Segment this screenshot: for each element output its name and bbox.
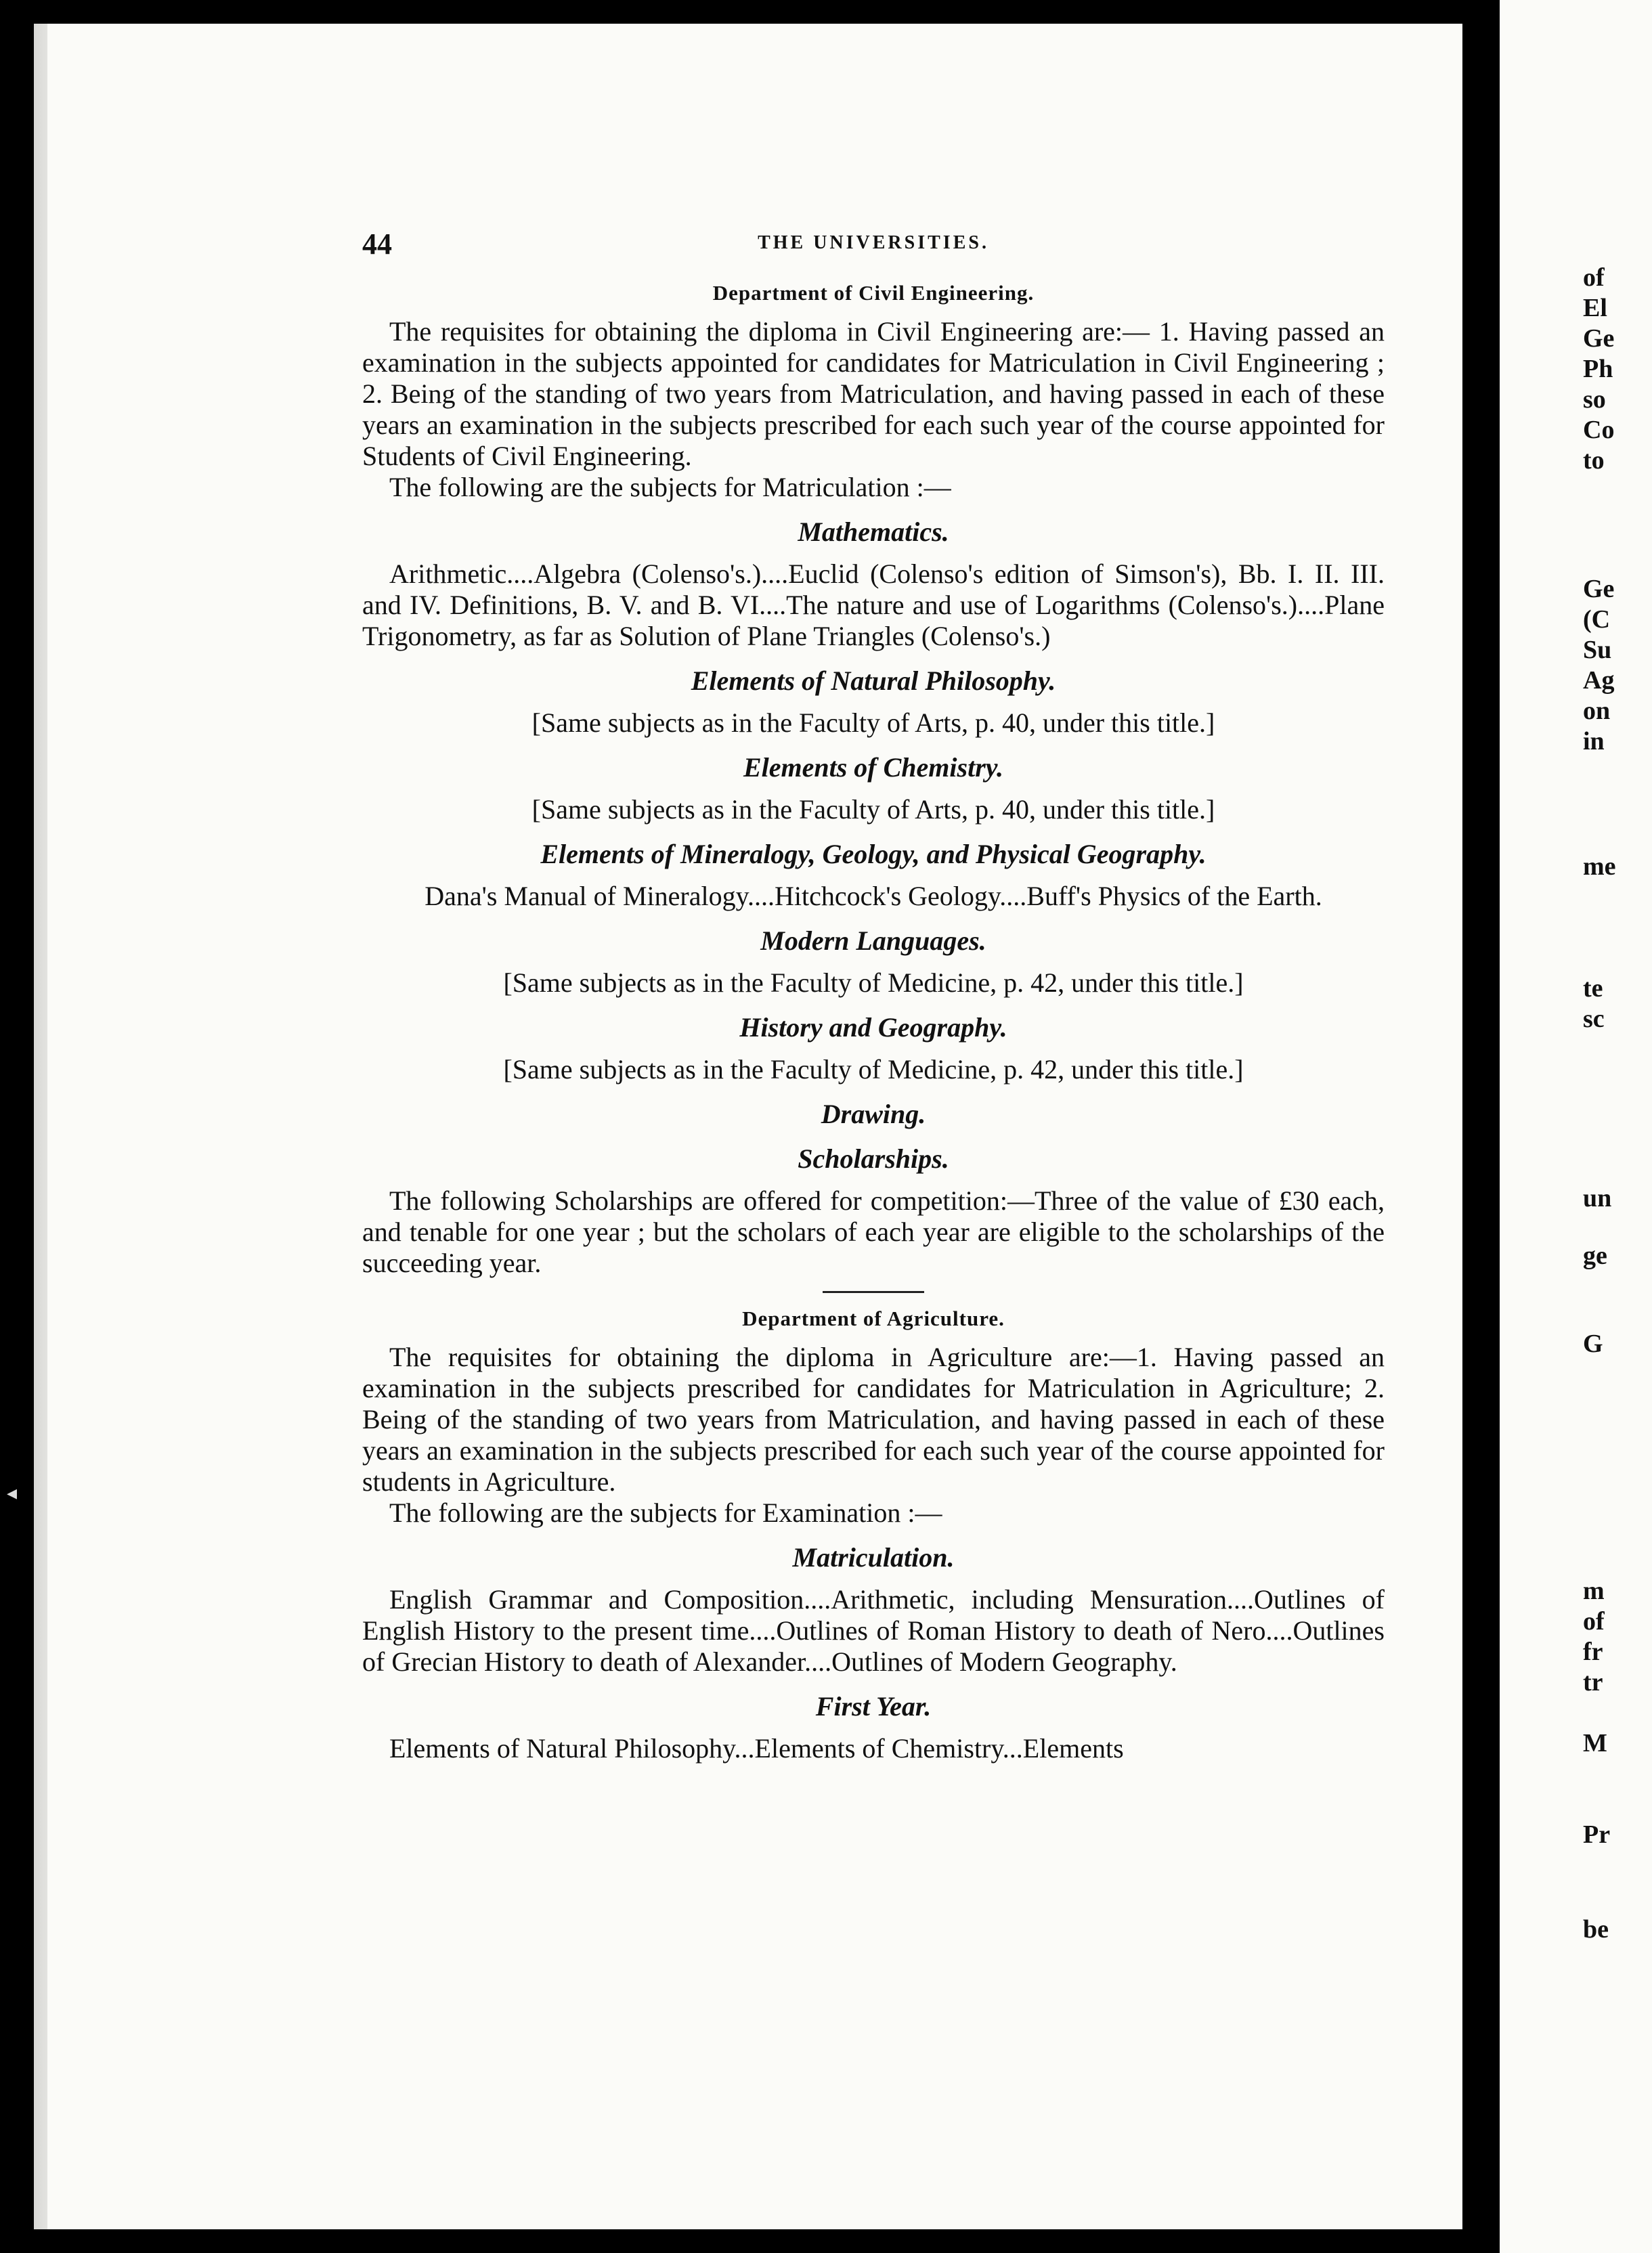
matriculation-heading: Matriculation.	[792, 1542, 955, 1573]
facing-page-fragment: of	[1583, 1607, 1605, 1636]
running-head	[362, 227, 1385, 267]
facing-page-fragment: El	[1583, 294, 1607, 322]
facing-page-fragment: (C	[1583, 605, 1611, 634]
facing-page-fragment: Pr	[1583, 1820, 1611, 1849]
facing-page-fragment: be	[1583, 1915, 1609, 1944]
facing-page-fragment: Su	[1583, 636, 1612, 664]
facing-page-fragment: Ge	[1583, 324, 1615, 353]
facing-page-fragment: M	[1583, 1729, 1607, 1757]
modern-languages-heading: Modern Languages.	[760, 925, 986, 956]
facing-page-fragment: so	[1583, 385, 1606, 414]
mathematics-text: Arithmetic....Algebra (Colenso's.)....Euclid (Colenso's edition of Simson's), Bb. I. II. III. and IV. Definitions, B. V. and B. VI....The nature and use of Logarithms (Colenso's.)....Plane Trigonometry, as far as Solution of Plane Triangles (Colenso's.)	[362, 559, 1385, 651]
facing-page-fragment: of	[1583, 263, 1605, 292]
facing-page-fragment: tr	[1583, 1668, 1603, 1697]
scholarships-text: The following Scholarships are offered for competition:—Three of the value of £30 each, and tenable for one year ; but the scholars of each year are eligible to the scholarships of the succeeding year.	[362, 1185, 1385, 1278]
first-year-text: Elements of Natural Philosophy...Elements of Chemistry...Elements	[389, 1733, 1124, 1764]
facing-page-fragment: te	[1583, 974, 1603, 1003]
scholarships-heading: Scholarships.	[798, 1143, 949, 1174]
page-content	[362, 227, 1385, 1764]
agriculture-heading: Department of Agriculture.	[742, 1307, 1005, 1330]
facing-page-fragment: sc	[1583, 1005, 1605, 1033]
agriculture-requisites: The requisites for obtaining the diploma in Agriculture are:—1. Having passed an examination in the subjects prescribed for candidates for Matriculation in Agriculture; 2. Being of the standing of two years from Matriculation, and having passed in each of these years an examination in the subjects prescribed for each such year of the course appointed for students in Agriculture.	[362, 1342, 1385, 1497]
matriculation-text: English Grammar and Composition....Arithmetic, including Mensuration....Outlines of English History to the present time....Outlines of Roman History to death of Nero....Outlines of Grecian History to death of Alexander....Outlines of Modern Geography.	[362, 1584, 1385, 1677]
facing-page-fragment: G	[1583, 1330, 1603, 1358]
natural-philosophy-text: [Same subjects as in the Faculty of Arts, p. 40, under this title.]	[531, 707, 1215, 738]
facing-page-fragment: on	[1583, 697, 1611, 725]
facing-page-fragment: m	[1583, 1577, 1605, 1605]
facing-page-fragment: Ag	[1583, 666, 1615, 695]
mineralogy-heading: Elements of Mineralogy, Geology, and Physical Geography.	[540, 839, 1207, 869]
modern-languages-text: [Same subjects as in the Faculty of Medicine, p. 42, under this title.]	[503, 967, 1244, 998]
facing-page-fragment: me	[1583, 852, 1616, 881]
facing-page-fragment: to	[1583, 446, 1605, 475]
chemistry-text: [Same subjects as in the Faculty of Arts, p. 40, under this title.]	[531, 794, 1215, 825]
chemistry-heading: Elements of Chemistry.	[743, 752, 1004, 783]
drawing-heading: Drawing.	[821, 1099, 926, 1129]
margin-mark: ◂	[7, 1482, 18, 1504]
mathematics-heading: Mathematics.	[798, 517, 949, 547]
running-title: THE UNIVERSITIES.	[758, 232, 989, 253]
facing-page-fragment: Co	[1583, 416, 1615, 444]
civil-engineering-heading: Department of Civil Engineering.	[712, 281, 1035, 305]
natural-philosophy-heading: Elements of Natural Philosophy.	[691, 665, 1056, 696]
civil-subjects-intro: The following are the subjects for Matriculation :—	[389, 472, 951, 502]
facing-page-fragment: ge	[1583, 1242, 1607, 1270]
agriculture-subjects-intro: The following are the subjects for Examination :—	[389, 1497, 942, 1528]
facing-page-fragment: fr	[1583, 1638, 1603, 1666]
history-geography-text: [Same subjects as in the Faculty of Medicine, p. 42, under this title.]	[503, 1054, 1244, 1085]
history-geography-heading: History and Geography.	[739, 1012, 1007, 1043]
section-divider	[823, 1291, 924, 1293]
civil-requisites: The requisites for obtaining the diploma in Civil Engineering are:— 1. Having passed an examination in the subjects appointed for candidates for Matriculation in Civil Engineering ; 2. Being of the standing of two years from Matriculation, and having passed in each of these years an examination in the subjects prescribed for each such year of the course appointed for Students of Civil Engineering.	[362, 316, 1385, 471]
facing-page-fragment: Ph	[1583, 355, 1613, 383]
facing-page-fragment: un	[1583, 1184, 1612, 1212]
page-number: 44	[362, 227, 392, 261]
facing-page-fragment: in	[1583, 727, 1605, 756]
first-year-heading: First Year.	[815, 1691, 932, 1722]
mineralogy-text: Dana's Manual of Mineralogy....Hitchcock's Geology....Buff's Physics of the Earth.	[425, 881, 1322, 911]
facing-page-fragment: Ge	[1583, 575, 1615, 603]
facing-page	[1500, 0, 1652, 2253]
